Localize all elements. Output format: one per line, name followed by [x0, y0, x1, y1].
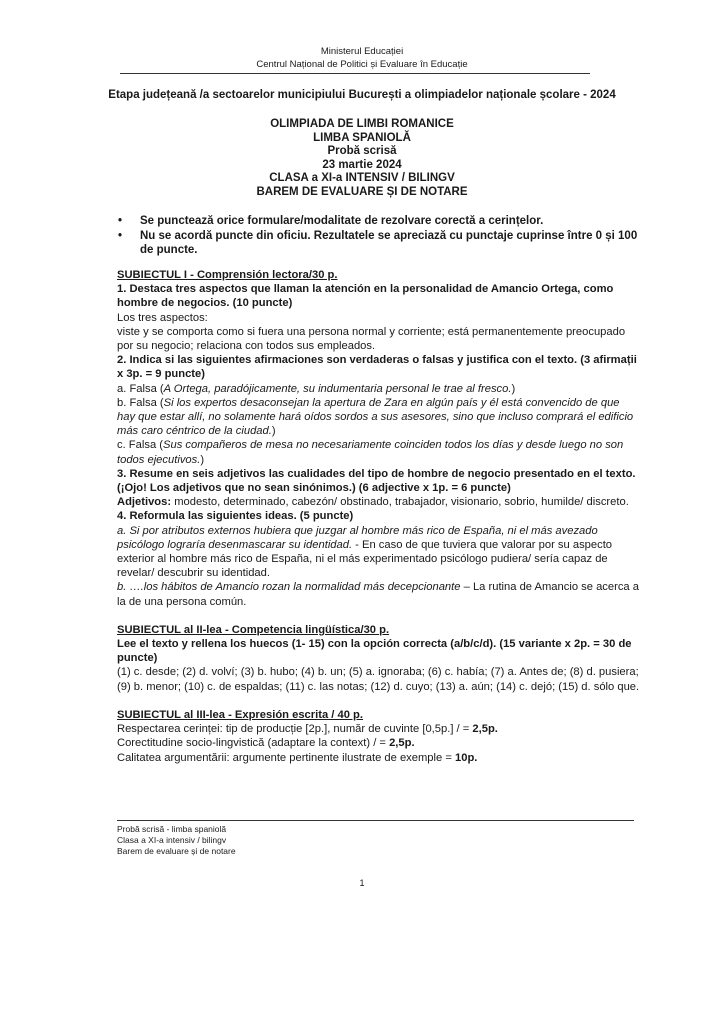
adjectives-answer: Adjetivos: modesto, determinado, cabezón/ obstinado, trabajador, visionario, sobrio, humilde/ discreto. — [117, 496, 629, 509]
reformulation-a: a. Si por atributos externos hubiera que juzgar al hombre más rico de España, ni el más avezado psicólogo lograría desenmascarar su identidad. - En caso de que tuviera que valorar por su aspecto exterior al hombre más rico de España, ni el más experimentado psicólogo pudiera/ sería capaz de revelar/ descubrir su identidad. — [117, 524, 613, 580]
answer-b: b. Falsa (Si los expertos desaconsejan la apertura de Zara en algún país y él está convencido de que hay que estar allí, no solamente hará oídos sordos a sus asesores, sino que incluso comprará el edificio más caro céntrico de la ciudad.) — [117, 396, 634, 438]
bullet-icon: • — [118, 230, 123, 242]
rule-item — [118, 229, 638, 257]
page-number: 1 — [359, 878, 365, 888]
title-block — [0, 118, 724, 200]
answer-a: a. Falsa (A Ortega, paradójicamente, su indumentaria personal le trae al fresco.) — [117, 382, 516, 395]
bullet-icon: • — [118, 215, 123, 227]
class-title: CLASA a XI-a INTENSIV / BILINGV — [269, 172, 455, 185]
rule-text: Nu se acordă puncte din oficiu. Rezultatele se apreciază cu punctaje cuprinse între 0 și 100 de puncte. — [140, 230, 638, 256]
question-4: 4. Reformula las siguientes ideas. (5 puncte) — [117, 510, 354, 523]
rules-list — [118, 214, 638, 258]
criterion-3: Calitatea argumentării: argumente pertinente ilustrate de exemple = 10p. — [117, 751, 478, 764]
footer — [117, 824, 236, 857]
answer-c: c. Falsa (Sus compañeros de mesa no necesariamente coinciden todos los días y desde luego no son todos ejecutivos.) — [117, 439, 624, 466]
language-title: LIMBA SPANIOLĂ — [313, 131, 411, 144]
header-divider — [120, 73, 590, 74]
doc-title: BAREM DE EVALUARE ȘI DE NOTARE — [256, 185, 468, 198]
q1-intro: Los tres aspectos: — [117, 311, 208, 324]
question-3: 3. Resume en seis adjetivos las cualidades del tipo de hombre de negocio presentado en el texto. (¡Ojo! Los adjetivos que no sean sinónimos.) (6 adjective x 1p. = 6 puncte) — [117, 467, 636, 495]
center-label: Centrul Național de Politici și Evaluare în Educație — [256, 59, 468, 70]
question-2: 2. Indica si las siguientes afirmaciones son verdaderas o falsas y justifica con el texto. (3 afirmații x 3p. = 9 puncte) — [117, 354, 637, 381]
criterion-2: Corectitudine socio-lingvistică (adaptare la context) / = 2,5p. — [117, 737, 415, 750]
olympiad-title: OLIMPIADA DE LIMBI ROMANICE — [270, 118, 454, 130]
section-1-title: SUBIECTUL I - Comprensión lectora/30 p. — [117, 269, 338, 281]
question-1: 1. Destaca tres aspectos que llaman la atención en la personalidad de Amancio Ortega, como hombre de negocios. (10 puncte) — [117, 283, 614, 310]
criterion-1: Respectarea cerinței: tip de producție [2p.], număr de cuvinte [0,5p.] / = 2,5p. — [117, 723, 498, 736]
ministry-label: Ministerul Educației — [320, 46, 404, 57]
footer-line-2: Clasa a XI-a intensiv / bilingv — [117, 835, 227, 845]
test-title: Probă scrisă — [327, 145, 397, 158]
date-title: 23 martie 2024 — [322, 158, 402, 171]
reformulation-b: b. ….los hábitos de Amancio rozan la normalidad más decepcionante – La rutina de Amancio se acerca a la de una persona común. — [117, 581, 639, 608]
section-2-task: Lee el texto y rellena los huecos (1- 15) con la opción correcta (a/b/c/d). (15 variante x 2p. = 30 de puncte) — [117, 638, 632, 665]
q1-answer: viste y se comporta como si fuera una persona normal y corriente; está permanentemente preocupado por su negocio; relaciona con todos sus empleados. — [117, 325, 626, 353]
stage-title: Etapa județeană /a sectoarelor municipiului București a olimpiadelor naționale școlare - 2024 — [108, 89, 616, 101]
section-3-title: SUBIECTUL al III-lea - Expresión escrita / 40 p. — [117, 708, 363, 721]
footer-divider — [117, 820, 634, 821]
section-2-title: SUBIECTUL al II-lea - Competencia lingüística/30 p. — [117, 623, 390, 636]
footer-line-3: Barem de evaluare și de notare — [117, 846, 236, 856]
rule-item — [118, 214, 638, 228]
content — [117, 268, 640, 765]
rule-text: Se punctează orice formulare/modalitate de rezolvare corectă a cerințelor. — [140, 215, 544, 227]
section-2-answers: (1) c. desde; (2) d. volví; (3) b. hubo; (4) b. un; (5) a. ignoraba; (6) c. había; (7) a. Antes de; (8) d. pusiera; (9) b. menor; (10) c. de espaldas; (11) c. las notas; (12) d. cuyo; (13) a. aún; (14) c. dejó; (15) d. sólo que. — [117, 666, 640, 693]
footer-line-1: Probă scrisă - limba spaniolă — [117, 824, 227, 834]
